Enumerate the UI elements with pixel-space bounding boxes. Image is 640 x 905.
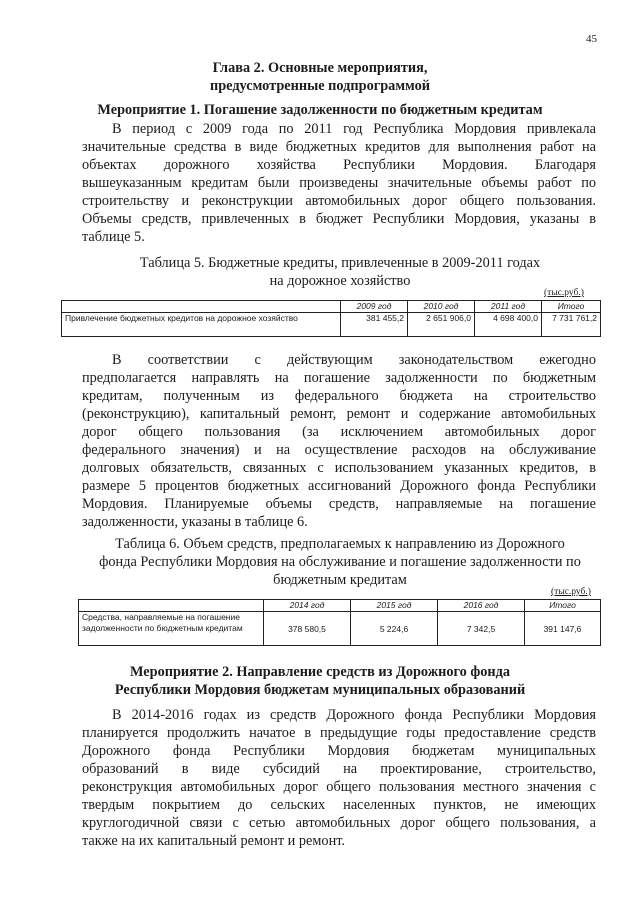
table-cell: 4 698 400,0 [475,313,542,337]
table-6 [78,599,601,646]
paragraph-2 [82,351,596,531]
page-number: 45 [586,33,597,45]
table-cell: Привлечение бюджетных кредитов на дорожное хозяйство [62,313,341,337]
table-header-cell: 2014 год [264,600,351,612]
text-line: задолженности, указаны в таблице 6. [82,514,308,530]
text-line: строительству и реконструкции автомобильных дорог общего пользования. [82,193,596,209]
table-cell: 7 731 761,2 [542,313,601,337]
table-6-units: (тыс.руб.) [551,587,591,597]
chapter-title-line-2: предусмотренные подпрограммой [209,78,430,94]
text-line: В период с 2009 года по 2011 год Республика Мордовия привлекала [112,121,596,137]
text-line: планируется продолжить начатое в предыдущие годы предоставление средств [82,725,596,741]
table-cell: 391 147,6 [525,612,601,646]
measure-1-paragraph [82,120,596,246]
measure-2-paragraph [82,706,596,850]
table-5 [61,300,601,337]
text-line: федерального значения) и на осуществление расходов на обслуживание [82,442,596,458]
table-header-cell: 2016 год [438,600,525,612]
table-cell: Средства, направляемые на погашение задолженности по бюджетным кредитам [79,612,264,646]
text-line: твердым покрытием до сельских населенных пунктов, не имеющих [82,797,596,813]
text-line: Объемы средств, привлеченных в бюджет Республики Мордовия, указаны в [82,211,596,227]
text-line: образований в виде субсидий на проектирование, строительство, [82,761,596,777]
text-line: Мордовия. Планируемые объемы средств, направляемые на погашение [82,496,596,512]
table-row [79,612,601,646]
text-line: В соответствии с действующим законодательством ежегодно [112,352,596,368]
table-5-units: (тыс.руб.) [544,288,584,298]
text-line: значительные средства в виде бюджетных кредитов для выполнения работ на [82,139,596,155]
table-header-cell: 2011 год [475,301,542,313]
text-line: круглогодичной связи с сетью автомобильных дорог общего пользования, а [82,815,596,831]
text-line: В 2014-2016 годах из средств Дорожного фонда Республики Мордовия [112,707,596,723]
text-line: Дорожного фонда Республики Мордовия бюджетам муниципальных [82,743,596,759]
table-header-cell: Итого [542,301,601,313]
text-line: размере 5 процентов бюджетных ассигнований Дорожного фонда Республики [82,478,596,494]
chapter-title-line-1: Глава 2. Основные мероприятия, [212,60,428,76]
table-row [62,313,601,337]
table-header-cell: 2015 год [351,600,438,612]
table-6-caption-line-1: Таблица 6. Объем средств, предполагаемых к направлению из Дорожного [115,536,565,552]
table-header-cell [79,600,264,612]
text-line: объектах дорожного хозяйства Республики Мордовия. Благодаря [82,157,596,173]
table-cell: 2 651 906,0 [408,313,475,337]
table-header-cell [62,301,341,313]
table-5-caption-line-2: на дорожное хозяйство [269,273,411,289]
measure-2-heading-line-1: Мероприятие 2. Направление средств из Дорожного фонда [129,664,510,680]
table-cell: 378 580,5 [264,612,351,646]
text-line: предполагается направлять на погашение задолженности по бюджетным [82,370,596,386]
table-header-cell: 2009 год [341,301,408,313]
text-line: также на их капитальный ремонт и ремонт. [82,833,345,849]
table-cell: 381 455,2 [341,313,408,337]
text-line: (реконструкцию), капитальный ремонт, ремонт и содержание автомобильных [82,406,596,422]
table-header-cell: Итого [525,600,601,612]
measure-1-heading: Мероприятие 1. Погашение задолженности по бюджетным кредитам [97,102,543,118]
text-line: дорог общего пользования (за исключением автомобильных дорог [82,424,596,440]
text-line: реконструкция автомобильных дорог общего пользования местного значения с [82,779,596,795]
table-6-caption-line-2: фонда Республики Мордовия на обслуживание и погашение задолженности по [99,554,581,570]
table-cell: 5 224,6 [351,612,438,646]
measure-2-heading-line-2: Республики Мордовия бюджетам муниципальных образований [114,682,526,698]
text-line: долговых обязательств, связанных с использованием указанных кредитов, в [82,460,596,476]
table-6-caption-line-3: бюджетным кредитам [273,572,407,588]
text-line: кредитам, полученным из федерального бюджета на строительство [82,388,596,404]
table-header-cell: 2010 год [408,301,475,313]
table-cell: 7 342,5 [438,612,525,646]
text-line: таблице 5. [82,229,145,245]
table-5-caption-line-1: Таблица 5. Бюджетные кредиты, привлеченные в 2009-2011 годах [139,255,541,271]
text-line: вышеуказанным кредитам были произведены значительные объемы работ по [82,175,596,191]
